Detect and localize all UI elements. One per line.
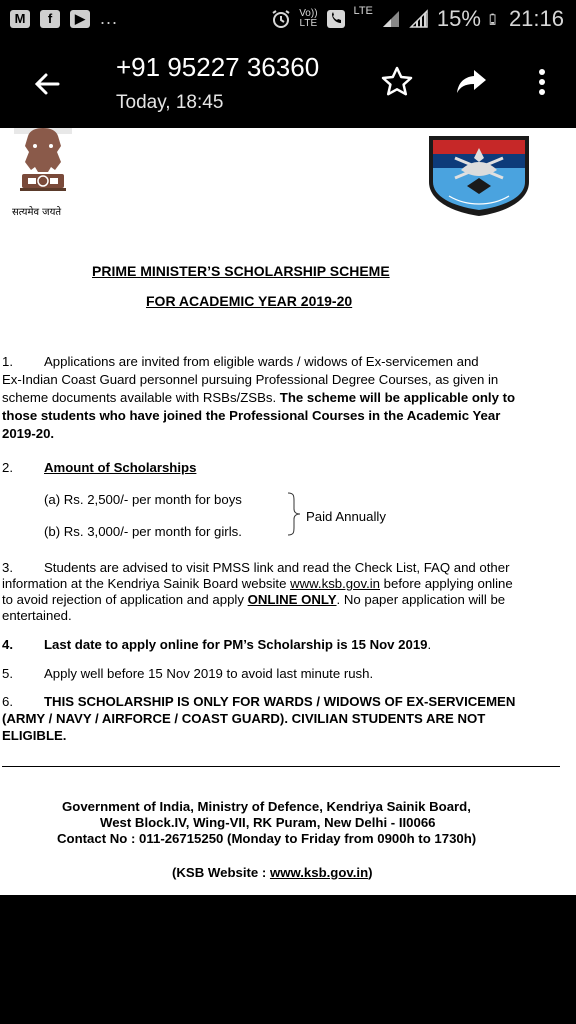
para-3-line-3: to avoid rejection of application and apply ONLINE ONLY. No paper application will be [2, 592, 506, 607]
doc-title-line-1: PRIME MINISTER’S SCHOLARSHIP SCHEME [92, 263, 390, 279]
para-2-number: 2. [2, 460, 13, 475]
alarm-icon [271, 9, 291, 29]
divider [2, 766, 560, 767]
youtube-icon: ▶ [70, 10, 90, 28]
para-4-text: Last date to apply online for PM’s Scholarship is 15 Nov 2019. [44, 637, 432, 652]
ksb-logo-icon [427, 134, 531, 218]
para-4-number: 4. [2, 637, 13, 652]
para-6-line-2: (ARMY / NAVY / AIRFORCE / COAST GUARD). CIVILIAN STUDENTS ARE NOT [2, 711, 486, 726]
para-1-line-3: scheme documents available with RSBs/ZSBs. The scheme will be applicable only to [2, 390, 516, 405]
lte-label: LTE [353, 5, 373, 17]
para-5-text: Apply well before 15 Nov 2019 to avoid last minute rush. [44, 666, 374, 681]
para-1-line-5: 2019-20. [2, 426, 55, 441]
empty-viewer-area [0, 895, 576, 1024]
facebook-icon: f [40, 10, 60, 28]
gmail-icon: M [10, 10, 30, 28]
para-1-line-2: Ex-Indian Coast Guard personnel pursuing Professional Degree Courses, as given in [2, 372, 499, 387]
footer-line-2: West Block.IV, Wing-VII, RK Puram, New Delhi - II0066 [100, 815, 436, 830]
signal-2-icon [409, 9, 429, 29]
para-1-number: 1. [2, 354, 13, 369]
footer-line-1: Government of India, Ministry of Defence, Kendriya Sainik Board, [62, 799, 471, 814]
para-3-line-1: Students are advised to visit PMSS link and read the Check List, FAQ and other [44, 560, 510, 575]
scholarship-boys: (a) Rs. 2,500/- per month for boys [44, 492, 242, 507]
ksb-website-link[interactable]: www.ksb.gov.in [290, 576, 380, 591]
app-bar [0, 40, 576, 128]
status-bar [0, 0, 576, 40]
brace-icon [286, 492, 302, 536]
system-icons [271, 6, 564, 32]
more-notifications-icon: ... [100, 8, 119, 28]
national-emblem-icon [10, 128, 76, 206]
document-image[interactable] [0, 128, 576, 895]
para-3-line-2: information at the Kendriya Sainik Board website www.ksb.gov.in before applying online [2, 576, 513, 591]
footer-line-4: (KSB Website : www.ksb.gov.in) [172, 865, 373, 880]
more-options-icon[interactable] [522, 62, 562, 102]
star-icon[interactable] [377, 62, 417, 102]
para-3-number: 3. [2, 560, 13, 575]
para-5-number: 5. [2, 666, 13, 681]
back-arrow-icon[interactable] [28, 64, 68, 104]
para-6-line-3: ELIGIBLE. [2, 728, 67, 743]
footer-line-3: Contact No : 011-26715250 (Monday to Friday from 0900h to 1730h) [57, 831, 477, 846]
para-1-line-4: those students who have joined the Professional Courses in the Academic Year [2, 408, 501, 423]
notification-icons [10, 8, 118, 29]
footer-ksb-link[interactable]: www.ksb.gov.in [269, 865, 369, 880]
doc-title-line-2: FOR ACADEMIC YEAR 2019-20 [146, 293, 353, 309]
battery-percent: 15% [436, 6, 481, 31]
para-6-line-1: THIS SCHOLARSHIP IS ONLY FOR WARDS / WIDOWS OF EX-SERVICEMEN [44, 694, 516, 709]
emblem-caption: सत्यमेव जयते [12, 207, 62, 218]
share-icon[interactable] [452, 62, 492, 102]
call-icon [326, 9, 346, 29]
paid-annually-label: Paid Annually [306, 509, 386, 524]
para-3-line-4: entertained. [2, 608, 72, 623]
volte-indicator: Vo)) LTE [299, 8, 318, 29]
sender-number: +91 95227 36360 [116, 52, 320, 82]
battery-icon [489, 9, 501, 29]
para-2-heading: Amount of Scholarships [44, 460, 197, 475]
para-1-line-1: Applications are invited from eligible wards / widows of Ex-servicemen and [44, 354, 479, 369]
signal-1-icon [381, 9, 401, 29]
clock: 21:16 [508, 6, 564, 31]
message-timestamp: Today, 18:45 [116, 92, 224, 113]
para-6-number: 6. [2, 694, 13, 709]
scholarship-girls: (b) Rs. 3,000/- per month for girls. [44, 524, 242, 539]
